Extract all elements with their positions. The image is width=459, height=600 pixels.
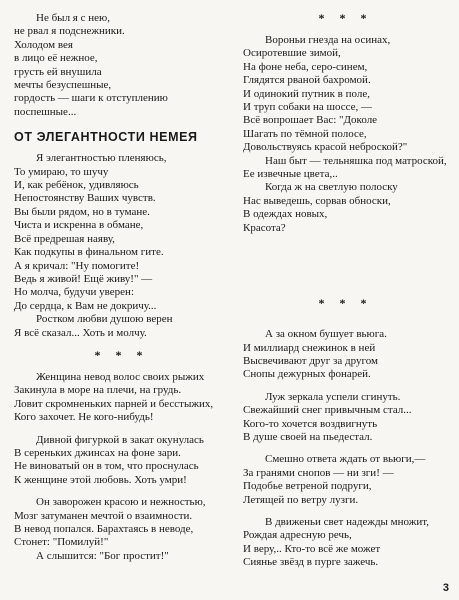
verse-line: Непостоянству Ваших чувств. xyxy=(14,192,156,205)
verse-line: И миллиард снежинок в ней xyxy=(243,341,376,354)
verse-line: А за окном бушует вьюга. xyxy=(265,328,387,341)
verse-line: Закинула в море на плечи, на грудь. xyxy=(14,384,182,397)
verse-line: Наш быт — тельняшка под матроской, xyxy=(265,154,447,167)
verse-line: Вы были рядом, но в тумане. xyxy=(14,205,150,218)
verse-line: Смешно ответа ждать от вьюги,— xyxy=(265,453,426,466)
verse-line: Стонет: "Помилуй!" xyxy=(14,536,109,549)
verse-line: Высвечивают друг за другом xyxy=(243,354,378,367)
verse-line: На фоне неба, серо-синем, xyxy=(243,60,368,73)
page-number: 3 xyxy=(442,582,449,594)
verse-line: Как подкупы в финальном гите. xyxy=(14,246,164,259)
verse-line: Луж зеркала успели сгинуть. xyxy=(265,390,401,403)
poem-title: ОТ ЭЛЕГАНТНОСТИ НЕМЕЯ xyxy=(14,130,198,145)
verse-line: До сердца, к Вам не докричу... xyxy=(14,299,157,312)
verse-line: И труп собаки на шоссе, — xyxy=(243,101,373,114)
verse-line: В движеньи свет надежды множит, xyxy=(265,515,429,528)
verse-line: Летящей по ветру лузги. xyxy=(243,493,359,506)
verse-line: Чиста и искренна в обмане, xyxy=(14,219,144,232)
verse-line: Красота? xyxy=(243,221,286,234)
spacer xyxy=(243,25,448,34)
verse-line: Глядятся рваной бахромой. xyxy=(243,74,371,87)
verse-line: Женщина невод волос своих рыжих xyxy=(36,370,205,383)
spacer xyxy=(243,444,448,453)
spacer xyxy=(243,507,448,516)
section-stars: * * * xyxy=(318,296,373,311)
verse-line: А я кричал: "Ну помогите! xyxy=(14,259,140,272)
verse-line: в лицо её нежное, xyxy=(14,52,98,65)
verse-line: Дивной фигуркой в закат окунулась xyxy=(36,433,204,446)
verse-line: Но молча, будучи уверен: xyxy=(14,286,135,299)
poem-elegance xyxy=(14,152,229,340)
verse-line: И одинокий путник в поле, xyxy=(243,87,370,100)
spacer xyxy=(14,362,229,371)
spacer xyxy=(14,487,229,496)
verse-line: Кого-то хочется воздвигнуть xyxy=(243,417,378,430)
verse-line: Нас выведешь, сорвав обноски, xyxy=(243,194,391,207)
verse-line: Вороньи гнезда на осинах, xyxy=(265,34,391,46)
verse-line: Он заворожен красою и нежностью, xyxy=(36,496,206,509)
verse-line: Ее извечные цвета,.. xyxy=(243,168,338,181)
verse-line: В невод попался. Барахтаясь в неводе, xyxy=(14,523,194,535)
verse-line: Ловит скромненьких парней и бесстыжих, xyxy=(14,397,214,410)
verse-line: И, как ребёнок, удивляюсь xyxy=(14,179,139,192)
verse-line: Подобье ветреной подруги, xyxy=(243,480,372,493)
section-stars: * * * xyxy=(318,11,373,25)
verse-line: не рвал я подснежники. xyxy=(14,25,125,38)
verse-line: Ведь я живой! Ещё живу!" — xyxy=(14,272,153,285)
spacer xyxy=(243,310,448,328)
verse-line: поспешные... xyxy=(14,105,77,118)
verse-line: Всё предрешая наяву, xyxy=(14,232,115,245)
poem-crow-nests xyxy=(243,34,448,235)
verse-line: В душе своей на пьедестал. xyxy=(243,430,373,443)
verse-line: Когда ж на светлую полоску xyxy=(265,181,398,194)
verse-line: А слышится: "Бог простит!" xyxy=(36,549,169,562)
verse-line: К женщине этой любовь. Хоть умри! xyxy=(14,473,187,486)
verse-line: Я элегантностью пленяюсь, xyxy=(36,152,167,165)
verse-line: За гранями снопов — ни зги! — xyxy=(243,466,394,479)
verse-line: грусть ей внушила xyxy=(14,65,102,78)
verse-line: гордость — шаги к отступлению xyxy=(14,92,168,105)
verse-line: Снопы дежурных фонарей. xyxy=(243,368,371,381)
verse-line: Мозг затуманен мечтой о взаимности. xyxy=(14,509,193,522)
verse-line: В сереньких джинсах на фоне зари. xyxy=(14,446,181,459)
poem-blizzard xyxy=(243,328,448,570)
spacer xyxy=(243,382,448,391)
verse-line: Кого захочет. Не кого-нибудь! xyxy=(14,411,154,424)
verse-line: И веру,.. Кто-то всё же может xyxy=(243,542,381,555)
verse-line: Шагать по тёмной полосе, xyxy=(243,127,367,140)
verse-line: Сиянье звёзд в пурге зажечь. xyxy=(243,556,379,569)
section-stars: * * * xyxy=(94,347,149,362)
verse-line: Довольствуясь красой неброской?" xyxy=(243,141,408,154)
left-column xyxy=(14,12,229,563)
verse-line: Я всё сказал... Хоть и молчу. xyxy=(14,326,147,339)
verse-line: В одеждах новых, xyxy=(243,208,328,221)
verse-line: Не виноватый он в том, что проснулась xyxy=(14,460,199,473)
verse-line: Не был я с нею, xyxy=(36,12,110,24)
right-column xyxy=(243,12,448,570)
verse-line: мечты безуспешные, xyxy=(14,79,112,92)
spacer xyxy=(243,235,448,297)
spacer xyxy=(14,425,229,434)
verse-line: Холодом вея xyxy=(14,38,73,51)
verse-line: Рождая адресную речь, xyxy=(243,529,352,542)
verse-line: Осиротевшие зимой, xyxy=(243,47,341,60)
verse-line: Ростком любви душою верен xyxy=(36,313,173,326)
poem-woman-net xyxy=(14,371,229,563)
poem-no-byl-ya xyxy=(14,12,229,119)
verse-line: Всё вопрошает Вас: "Доколе xyxy=(243,114,378,127)
verse-line: То умираю, то шучу xyxy=(14,165,109,178)
verse-line: Свежайший снег привычным стал... xyxy=(243,404,412,417)
